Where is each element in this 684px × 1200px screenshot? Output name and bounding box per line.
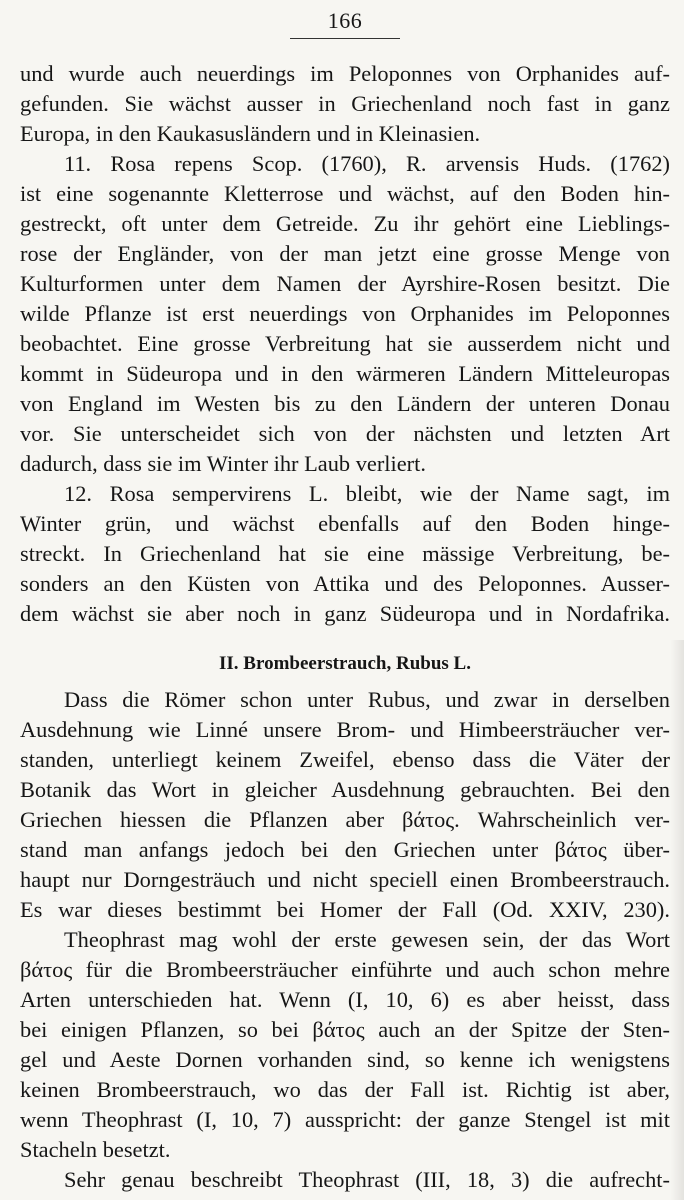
text-line: sonders an den Küsten von Attika und des Peloponnes. Ausser- (20, 571, 670, 596)
text-line: Theophrast mag wohl der erste gewesen sein, der das Wort (64, 927, 670, 952)
text-line: Sehr genau beschreibt Theophrast (III, 18, 3) die aufrecht- (64, 1167, 670, 1192)
text-line: 11. Rosa repens Scop. (1760), R. arvensis Huds. (1762) (64, 151, 670, 176)
text-line: Dass die Römer schon unter Rubus, und zwar in derselben (64, 687, 670, 712)
paragraph-roemer (20, 685, 670, 925)
paragraph-continuation (20, 59, 670, 149)
text-line: von England im Westen bis zu den Ländern der unteren Donau (20, 391, 670, 416)
text-line: gefunden. Sie wächst ausser in Griechenland noch fast in ganz (20, 91, 670, 116)
text-line: dem wächst sie aber noch in ganz Südeuropa und in Nordafrika. (20, 601, 670, 626)
text-line: 12. Rosa sempervirens L. bleibt, wie der Name sagt, im (64, 481, 670, 506)
text-line: Griechen hiessen die Pflanzen aber βάτος. Wahrscheinlich ver- (20, 807, 670, 832)
text-line: Europa, in den Kaukasusländern und in Kleinasien. (20, 121, 481, 146)
text-line: Ausdehnung wie Linné unsere Brom- und Himbeersträucher ver- (20, 717, 670, 742)
page-number: 166 (327, 8, 363, 33)
text-line: gel und Aeste Dornen vorhanden sind, so kenne ich wenigstens (20, 1047, 670, 1072)
text-line: Es war dieses bestimmt bei Homer der Fall (Od. XXIV, 230). (20, 897, 670, 922)
text-line: vor. Sie unterscheidet sich von der nächsten und letzten Art (20, 421, 670, 446)
text-line: beobachtet. Eine grosse Verbreitung hat sie ausserdem nicht und (20, 331, 670, 356)
text-line: gestreckt, oft unter dem Getreide. Zu ihr gehört eine Lieblings- (20, 211, 670, 236)
text-line: wenn Theophrast (I, 10, 7) ausspricht: der ganze Stengel ist mit (20, 1107, 670, 1132)
text-line: kommt in Südeuropa und in den wärmeren Ländern Mitteleuropas (20, 361, 670, 386)
text-line: Stacheln besetzt. (20, 1137, 171, 1162)
text-line: rose der Engländer, von der man jetzt eine grosse Menge von (20, 241, 670, 266)
text-line: Botanik das Wort in gleicher Ausdehnung gebrauchten. Bei den (20, 777, 670, 802)
text-line: dadurch, dass sie im Winter ihr Laub verliert. (20, 451, 426, 476)
text-line: bei einigen Pflanzen, so bei βάτος auch an der Spitze der Sten- (20, 1017, 670, 1042)
text-line: standen, unterliegt keinem Zweifel, ebenso dass die Väter der (20, 747, 670, 772)
text-line: βάτος für die Brombeersträucher einführte und auch schon mehre (20, 957, 670, 982)
text-line: streckt. In Griechenland hat sie eine mässige Verbreitung, be- (20, 541, 670, 566)
text-line: Kulturformen unter dem Namen der Ayrshire-Rosen besitzt. Die (20, 271, 670, 296)
paragraph-rosa-repens (20, 149, 670, 479)
body-text (20, 59, 670, 1195)
paragraph-sehr-genau (20, 1165, 670, 1195)
paragraph-rosa-sempervirens (20, 479, 670, 629)
text-line: Arten unterschieden hat. Wenn (I, 10, 6) es aber heisst, dass (20, 987, 670, 1012)
text-line: und wurde auch neuerdings im Peloponnes von Orphanides auf- (20, 61, 670, 86)
text-line: keinen Brombeerstrauch, wo das der Fall ist. Richtig ist aber, (20, 1077, 670, 1102)
paragraph-theophrast (20, 925, 670, 1165)
text-line: Winter grün, und wächst ebenfalls auf den Boden hinge- (20, 511, 670, 536)
page-header (20, 0, 670, 39)
header-rule (290, 38, 400, 39)
text-line: ist eine sogenannte Kletterrose und wächst, auf den Boden hin- (20, 181, 670, 206)
text-line: haupt nur Dorngesträuch und nicht speciell einen Brombeerstrauch. (20, 867, 670, 892)
text-line: wilde Pflanze ist erst neuerdings von Orphanides im Peloponnes (20, 301, 670, 326)
section-heading: II. Brombeerstrauch, Rubus L. (219, 653, 471, 674)
page-edge-shadow (670, 640, 684, 1200)
text-line: stand man anfangs jedoch bei den Griechen unter βάτος über- (20, 837, 670, 862)
